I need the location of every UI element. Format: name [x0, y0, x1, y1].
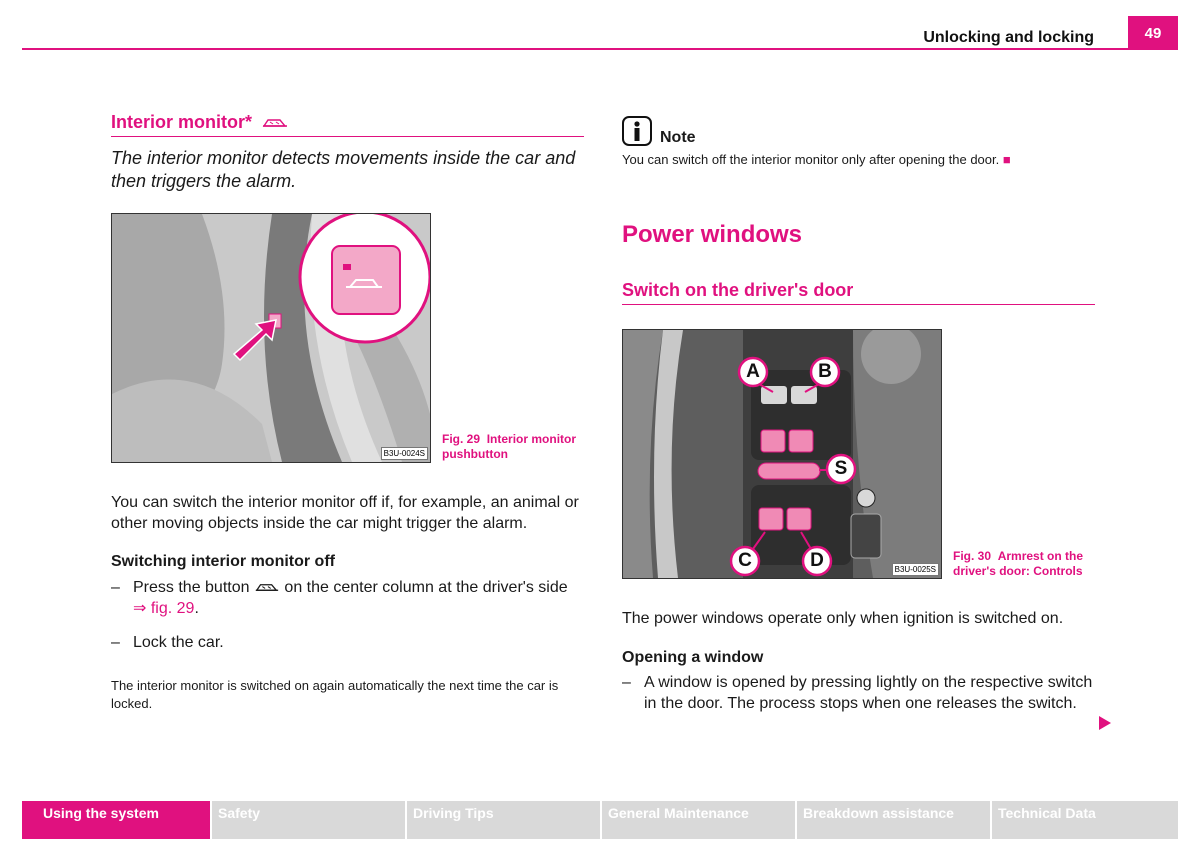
nav-tab-using-the-system[interactable]: Using the system	[22, 801, 210, 839]
body-paragraph: You can switch the interior monitor off if, for example, an animal or other moving objects inside the car might trigger the alarm.	[111, 494, 579, 532]
car-alarm-icon	[261, 116, 289, 130]
figure-caption	[953, 549, 1098, 579]
figure-reference-link[interactable]: ⇒ fig. 29	[133, 600, 195, 617]
note-title: Note	[660, 129, 696, 146]
end-marker: ■	[1002, 152, 1011, 167]
nav-tab-technical-data[interactable]: Technical Data	[992, 801, 1178, 839]
nav-tab-breakdown-assistance[interactable]: Breakdown assistance	[797, 801, 990, 839]
body-paragraph: The power windows operate only when ignition is switched on.	[622, 610, 1064, 627]
callout-d: D	[810, 550, 824, 571]
step-list	[111, 577, 591, 653]
section-heading	[111, 112, 584, 133]
subheading: Switching interior monitor off	[111, 553, 335, 570]
page-section-title: Power windows	[622, 221, 803, 248]
figure-caption-label: Fig. 30	[953, 549, 992, 563]
step-text-end: .	[194, 600, 199, 617]
list-dash: –	[111, 634, 120, 651]
step-text	[133, 577, 568, 619]
section-heading-text: Interior monitor*	[111, 112, 253, 132]
step-text-after: on the center column at the driver's side	[284, 579, 568, 596]
callout-s: S	[834, 458, 848, 479]
small-note-text: The interior monitor is switched on again automatically the next time the car is locked.	[111, 678, 559, 711]
subheading: Opening a window	[622, 649, 764, 666]
note-text-line	[622, 151, 1092, 169]
car-alarm-icon	[254, 581, 280, 594]
header-rule	[22, 48, 1128, 50]
info-icon	[622, 116, 652, 146]
section-rule	[111, 136, 584, 137]
nav-tab-general-maintenance[interactable]: General Maintenance	[602, 801, 795, 839]
figure-code: B3U-0025S	[892, 563, 939, 576]
list-dash: –	[111, 579, 120, 596]
figure-caption-label: Fig. 29	[442, 432, 481, 446]
nav-tab-safety[interactable]: Safety	[212, 801, 405, 839]
figure-interior-monitor	[111, 213, 431, 463]
figure-caption	[442, 432, 577, 462]
section-lead: The interior monitor detects movements inside the car and then triggers the alarm.	[111, 148, 576, 191]
list-item	[111, 577, 591, 619]
list-item	[111, 632, 591, 653]
note-text: You can switch off the interior monitor only after opening the door.	[622, 152, 1000, 167]
nav-tab-driving-tips[interactable]: Driving Tips	[407, 801, 600, 839]
interior-illustration	[112, 214, 430, 462]
interior-monitor-section	[111, 112, 584, 193]
power-windows-subsection	[622, 280, 1095, 305]
figure-caption-text: Armrest on the driver's door: Controls	[953, 549, 1084, 578]
callout-c: C	[738, 550, 752, 571]
list-item	[622, 672, 1094, 714]
step-text: Lock the car.	[133, 634, 224, 651]
door-controls-illustration	[623, 330, 941, 578]
step-text-before: Press the button	[133, 579, 250, 596]
callout-b: B	[818, 361, 832, 382]
figure-driver-door-controls	[622, 329, 942, 579]
figure-code: B3U-0024S	[381, 447, 428, 460]
figure-caption-text: Interior monitor pushbutton	[442, 432, 577, 461]
page-number: 49	[1128, 16, 1178, 50]
callout-a: A	[746, 361, 760, 382]
subsection-heading: Switch on the driver's door	[622, 280, 854, 300]
page-header-title: Unlocking and locking	[923, 29, 1094, 46]
triangle-right-icon[interactable]	[1099, 716, 1111, 730]
step-text: A window is opened by pressing lightly on the respective switch in the door. The process stops when one releases the switch.	[644, 674, 1093, 712]
section-rule	[622, 304, 1095, 305]
list-dash: –	[622, 674, 631, 691]
